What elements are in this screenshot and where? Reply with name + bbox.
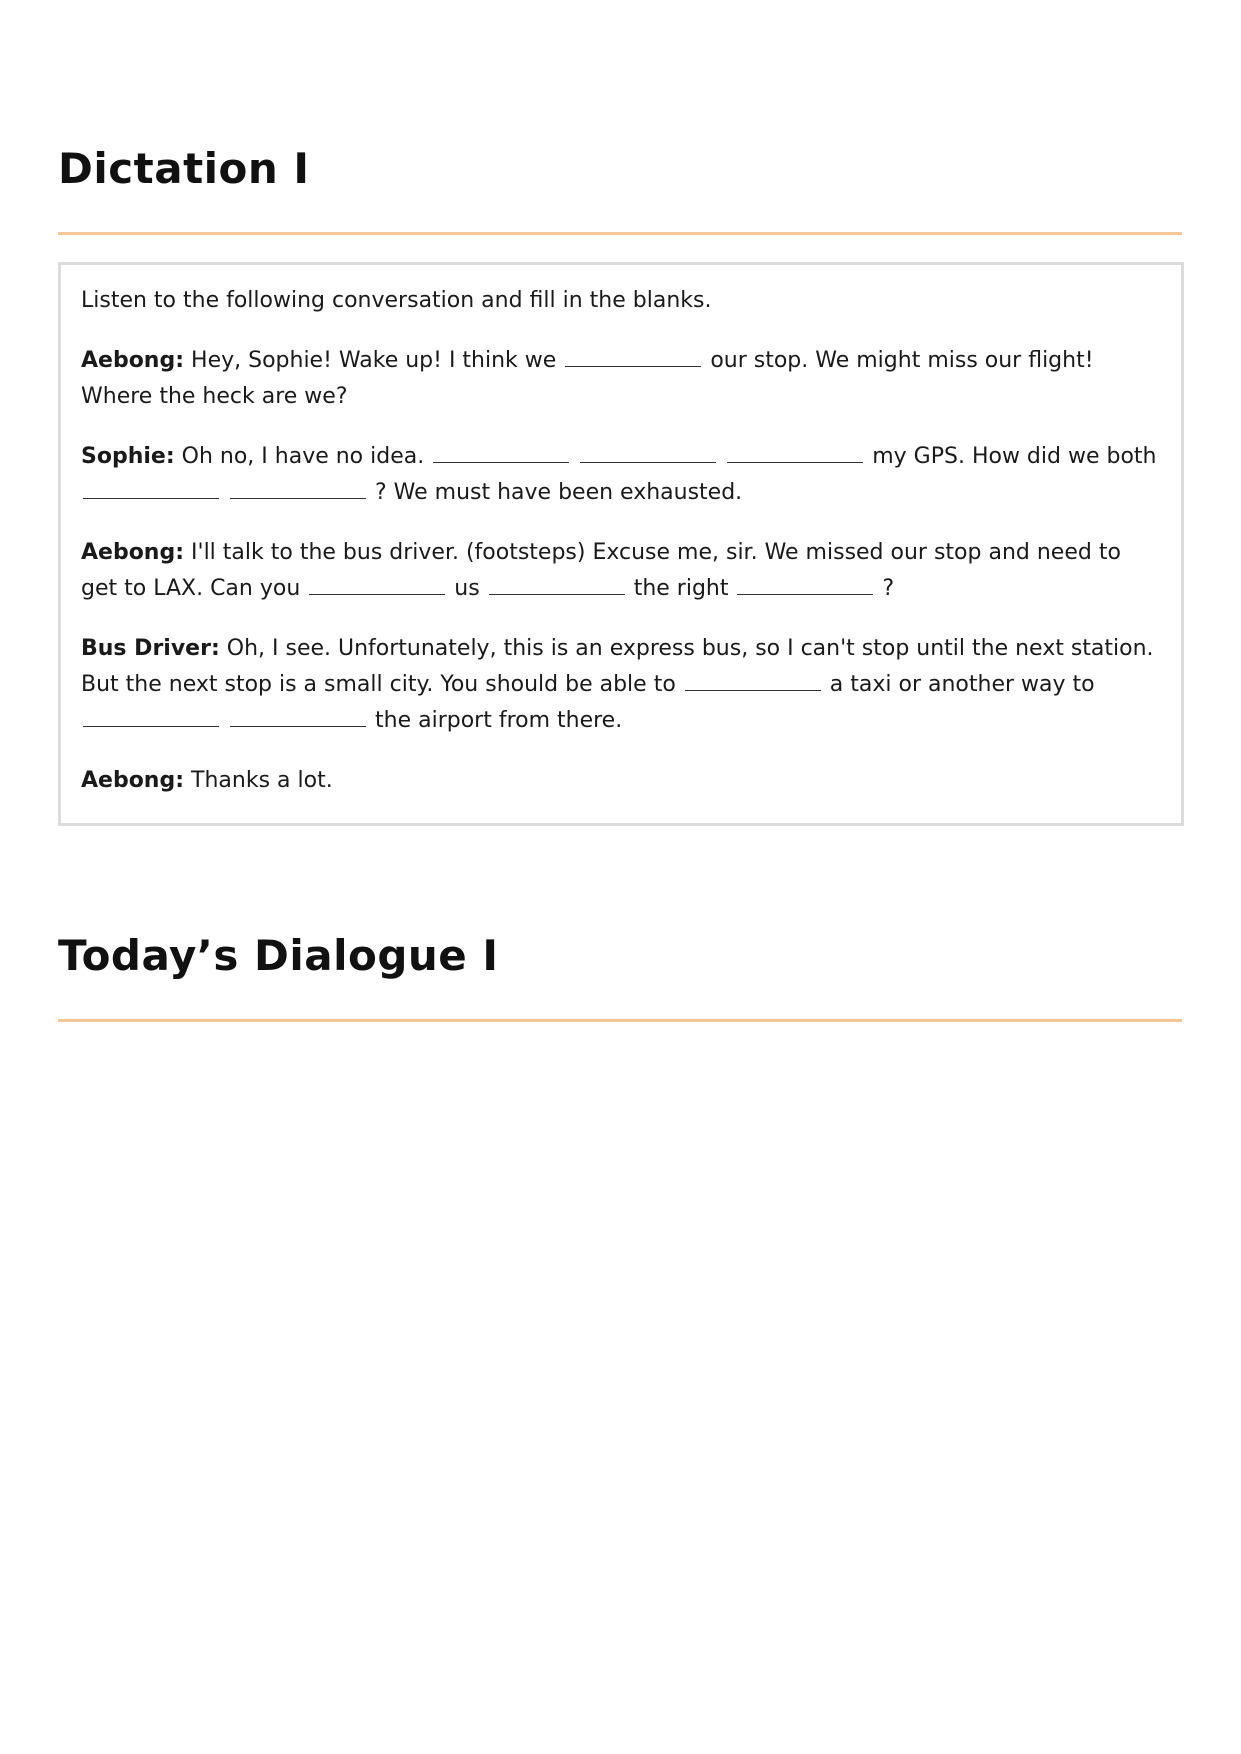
fill-in-blank[interactable] — [580, 440, 716, 463]
fill-in-blank[interactable] — [230, 476, 366, 499]
dictation-exercise-box — [58, 262, 1184, 826]
speaker-label: Aebong: — [81, 540, 185, 565]
dialogue-text: Oh, I see. Unfortunately, this is an express bus, so I can't stop until the next station. But the next stop is a small city. You should be able to — [81, 636, 1154, 697]
dialogue-text: us — [454, 576, 480, 601]
dialogue-text: Hey, Sophie! Wake up! I think we — [191, 348, 557, 373]
fill-in-blank[interactable] — [433, 440, 569, 463]
dialogue-text: I'll talk to the bus driver. (footsteps) Excuse me, sir. We missed our stop and need to get to LAX. Can you — [81, 540, 1121, 601]
dialogue-text: my GPS. How did we both — [872, 444, 1157, 469]
page-title-dialogue: Today’s Dialogue I — [58, 931, 499, 980]
fill-in-blank[interactable] — [489, 572, 625, 595]
dialogue-line — [81, 439, 1163, 511]
fill-in-blank[interactable] — [727, 440, 863, 463]
dialogue-text: our stop. We might miss our flight! Where the heck are we? — [81, 348, 1094, 409]
speaker-label: Aebong: — [81, 348, 185, 373]
dialogue-text: a taxi or another way to — [829, 672, 1095, 697]
dialogue-text: ? — [882, 576, 895, 601]
dialogue-line — [81, 343, 1163, 415]
speaker-label: Sophie: — [81, 444, 175, 469]
dialogue-text: Oh no, I have no idea. — [181, 444, 425, 469]
fill-in-blank[interactable] — [737, 572, 873, 595]
fill-in-blank[interactable] — [685, 668, 821, 691]
fill-in-blank[interactable] — [309, 572, 445, 595]
dialogue-line — [81, 763, 1163, 799]
exercise-instruction: Listen to the following conversation and fill in the blanks. — [81, 288, 712, 313]
fill-in-blank[interactable] — [565, 344, 701, 367]
fill-in-blank[interactable] — [83, 476, 219, 499]
speaker-label: Bus Driver: — [81, 636, 220, 661]
fill-in-blank[interactable] — [83, 704, 219, 727]
fill-in-blank[interactable] — [230, 704, 366, 727]
dialogue-text: the airport from there. — [375, 708, 623, 733]
dialogue-text: the right — [633, 576, 729, 601]
page-title-dictation: Dictation I — [58, 144, 310, 193]
dialogue-text: Thanks a lot. — [191, 768, 333, 793]
speaker-label: Aebong: — [81, 768, 185, 793]
section-divider — [58, 1019, 1182, 1022]
section-divider — [58, 232, 1182, 235]
dialogue-line — [81, 631, 1163, 739]
dialogue-text: ? We must have been exhausted. — [375, 480, 743, 505]
dialogue-line — [81, 535, 1163, 607]
